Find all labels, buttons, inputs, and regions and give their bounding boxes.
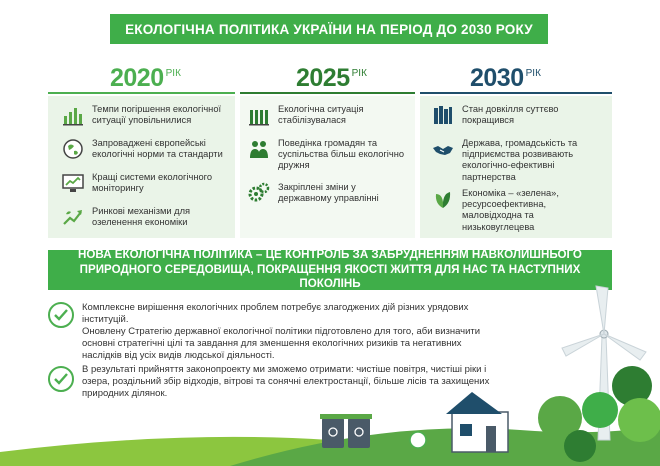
books-icon (432, 104, 454, 126)
list-item (248, 182, 410, 204)
list-item (248, 138, 410, 172)
policy-banner-text: НОВА ЕКОЛОГІЧНА ПОЛІТИКА – ЦЕ КОНТРОЛЬ ЗА ЗАБРУДНЕННЯМ НАВКОЛИШНЬОГО ПРИРОДНОГО СЕРЕДОВИЩА, ПОКРАЩЕННЯ ЯКОСТІ ЖИТТЯ ДЛЯ НАС ТА НАСТУПНИХ ПОКОЛІНЬ (78, 248, 582, 291)
bar-chart-icon (248, 104, 270, 126)
globe-icon (62, 138, 84, 160)
year-number: 2025 (296, 64, 350, 92)
recycling-bins-icon (320, 414, 372, 448)
paragraph-1-intro: Комплексне вирішення екологічних проблем потребує злагоджених дій різних урядових інституцій. (82, 302, 469, 325)
people-icon (248, 138, 270, 160)
year-suffix: РІК (165, 68, 181, 79)
gears-icon (248, 182, 270, 204)
item-text: Стан довкілля суттєво покращився (462, 104, 559, 126)
year-number: 2020 (110, 64, 164, 92)
check-icon (48, 302, 74, 328)
list-item (432, 188, 608, 233)
item-text: Закріплені зміни у державному управлінні (278, 182, 379, 204)
house-icon (446, 392, 508, 452)
item-text: Екологічна ситуація стабілізувалася (278, 104, 364, 126)
item-text: Держава, громадськість та підприємства розвивають екологічно-ефективні партнерства (462, 138, 578, 182)
growth-arrow-icon (62, 206, 84, 228)
trees-icon (538, 366, 660, 462)
recycle-icon (410, 432, 426, 448)
item-text: Запроваджені європейські екологічні норми та стандарти (92, 138, 223, 160)
year-suffix: РІК (351, 68, 367, 79)
wind-turbine-icon (562, 286, 646, 440)
leaves-icon (432, 188, 454, 210)
underline-2030 (420, 92, 612, 94)
list-item (62, 206, 230, 228)
monitor-chart-icon (62, 172, 84, 194)
list-item (62, 138, 230, 160)
year-number: 2030 (470, 64, 524, 92)
list-item (62, 172, 230, 194)
list-item (248, 104, 410, 126)
year-2030-heading (470, 64, 541, 93)
underline-2025 (240, 92, 415, 94)
paragraph-2: В результаті прийняття законопроекту ми зможемо отримати: чистіше повітря, чистіші ріки і озера, роздільний збір відходів, вітрові та сонячні електростанції, більше лісів та захищених природних ділянок. (82, 364, 490, 399)
paragraph-1-body: Оновлену Стратегію державної екологічної політики підготовлено для того, аби визначити основні стратегічні цілі та завдання для зменшення екологічних ризиків та негативних наслідків від усіх видів людської діяльності. (82, 326, 481, 361)
item-text: Економіка – «зелена», ресурсоефективна, маловідходна та низьковуглецева (462, 188, 559, 232)
check-icon (48, 366, 74, 392)
policy-banner (48, 250, 612, 290)
item-text: Поведінка громадян та суспільства більш екологічно дружня (278, 138, 405, 171)
year-2020-heading (110, 64, 181, 93)
list-item (62, 104, 230, 126)
underline-2020 (48, 92, 235, 94)
bar-chart-icon (62, 104, 84, 126)
paragraph-1 (82, 302, 490, 362)
year-suffix: РІК (525, 68, 541, 79)
item-text: Ринкові механізми для озеленення економіки (92, 206, 191, 228)
item-text: Кращі системи екологічного моніторингу (92, 172, 213, 194)
handshake-icon (432, 138, 454, 160)
year-2025-heading (296, 64, 367, 93)
list-item (432, 104, 608, 126)
page-title: ЕКОЛОГІЧНА ПОЛІТИКА УКРАЇНИ НА ПЕРІОД ДО 2030 РОКУ (110, 14, 548, 44)
item-text: Темпи погіршення екологічної ситуації уповільнилися (92, 104, 222, 126)
list-item (432, 138, 608, 183)
